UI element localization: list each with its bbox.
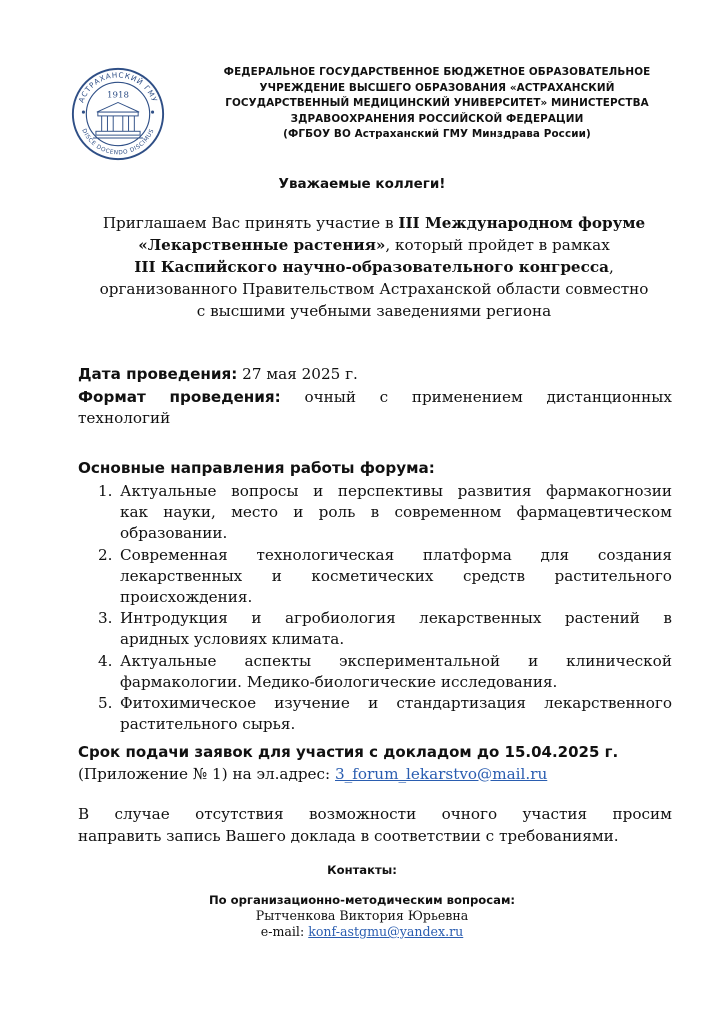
direction-item [98, 608, 672, 650]
contacts-title: Контакты: [327, 863, 397, 877]
letterhead [70, 62, 680, 157]
intro-text: с высшими учебными заведениями региона [196, 302, 552, 320]
direction-line: аридных условиях климата. [120, 630, 345, 649]
direction-word: Актуальные [120, 651, 217, 670]
format-label-word: проведения: [169, 387, 281, 406]
seal-year: 1918 [107, 90, 129, 101]
direction-word: науки, [163, 503, 216, 522]
note-word: случае [114, 805, 170, 823]
remote-participation-note [78, 804, 672, 847]
direction-word: развития [457, 482, 532, 500]
note-word: возможности [309, 805, 417, 823]
org-line: ЗДРАВООХРАНЕНИЯ РОССИЙСКОЙ ФЕДЕРАЦИИ [290, 112, 584, 125]
format-label-word: Формат [78, 387, 146, 406]
direction-line [120, 502, 672, 523]
direction-line [120, 566, 672, 587]
direction-word: и [271, 566, 282, 585]
format-value-word: очный [304, 387, 356, 406]
note-line-2: направить запись Вашего доклада в соответствии с требованиями. [78, 826, 619, 845]
directions-heading [78, 458, 672, 480]
direction-word: клинической [566, 651, 672, 670]
direction-word: лекарственных [120, 566, 243, 585]
direction-word: Актуальные [120, 482, 217, 500]
direction-word: и [368, 694, 379, 713]
direction-number: 2. [98, 545, 113, 564]
org-line: (ФГБОУ ВО Астраханский ГМУ Минздрава России) [283, 128, 591, 141]
intro-paragraph [78, 212, 670, 322]
direction-word: платформа [422, 545, 512, 564]
direction-number: 5. [98, 694, 113, 713]
directions-title: Основные направления работы форума: [78, 459, 435, 477]
direction-word: Современная [120, 545, 228, 564]
direction-word: перспективы [337, 482, 443, 500]
contact-email-label: e-mail: [260, 924, 309, 939]
direction-word: вопросы [231, 482, 299, 500]
direction-line: образовании. [120, 524, 228, 543]
organization-name [182, 65, 692, 143]
congress-name: III Каспийского научно-образовательного конгресса [134, 258, 609, 276]
direction-word: и [528, 651, 539, 670]
direction-item [98, 693, 672, 735]
format-value-word: с [379, 387, 389, 406]
direction-word: и [313, 482, 324, 500]
direction-word: создания [597, 545, 672, 564]
direction-line: фармакологии. Медико-биологические исследования. [120, 672, 558, 691]
direction-word: современном [394, 503, 502, 522]
direction-word: для [540, 545, 570, 564]
direction-line: происхождения. [120, 588, 253, 607]
direction-word: стандартизация [396, 694, 526, 713]
intro-text: Приглашаем Вас принять участие в [102, 214, 399, 232]
direction-word: экспериментальной [339, 651, 501, 670]
directions-list [98, 481, 672, 735]
intro-text: организованного Правительством Астраханской области совместно [99, 280, 649, 298]
note-word: отсутствия [195, 805, 284, 823]
seal-ring-bottom-text: DISCE DOCENDO DISCIMUS [80, 128, 156, 157]
contact-email-link[interactable]: konf-astgmu@yandex.ru [308, 924, 464, 939]
direction-word: технологическая [256, 545, 395, 564]
direction-word: в [370, 503, 380, 522]
direction-word: в [663, 609, 672, 628]
direction-word: косметических [311, 566, 434, 585]
direction-line [120, 481, 672, 502]
direction-word: фармацевтическом [516, 503, 672, 522]
direction-word: аспекты [244, 651, 312, 670]
note-line-1 [78, 804, 672, 826]
direction-item [98, 481, 672, 545]
direction-word: агробиология [284, 609, 396, 628]
note-word: В [78, 805, 90, 823]
note-word: участия [522, 805, 588, 823]
deadline-block [78, 742, 672, 785]
direction-item [98, 545, 672, 609]
greeting-heading: Уважаемые коллеги! [278, 176, 446, 192]
direction-word: роль [318, 503, 356, 522]
seal-ring-top-text: АСТРАХАНСКИЙ ГМУ [76, 70, 160, 104]
direction-item [98, 651, 672, 693]
forum-email-link[interactable]: 3_forum_lekarstvo@mail.ru [335, 764, 548, 783]
forum-title: «Лекарственные растения» [138, 236, 386, 254]
direction-word: средств [462, 566, 525, 585]
direction-line: растительного сырья. [120, 715, 296, 734]
direction-word: Интродукция [120, 609, 228, 628]
intro-text: , который пройдет в рамках [385, 236, 610, 254]
direction-word: и [251, 609, 262, 628]
direction-word: лекарственных [419, 609, 542, 628]
contacts-block [0, 862, 724, 940]
direction-word: лекарственного [544, 694, 672, 713]
direction-number: 3. [98, 609, 113, 628]
direction-word: фармакогнозии [546, 482, 672, 500]
direction-line [120, 608, 672, 629]
date-value: 27 мая 2025 г. [237, 365, 358, 383]
direction-word: как [120, 503, 149, 522]
deadline-title: Срок подачи заявок для участия с докладом до 15.04.2025 г. [78, 743, 619, 761]
format-value-continued: технологий [78, 409, 171, 427]
contacts-subtitle: По организационно-методическим вопросам: [208, 893, 516, 907]
forum-name: III Международном форуме [398, 214, 646, 232]
deadline-text: (Приложение № 1) на эл.адрес: [78, 764, 335, 783]
org-line: ГОСУДАРСТВЕННЫЙ МЕДИЦИНСКИЙ УНИВЕРСИТЕТ» МИНИСТЕРСТВА [225, 97, 649, 110]
direction-line [120, 651, 672, 672]
direction-word: растений [564, 609, 640, 628]
direction-word: изучение [274, 694, 350, 713]
direction-line [120, 693, 672, 714]
direction-word: и [293, 503, 304, 522]
contact-person: Рытченкова Виктория Юрьевна [255, 908, 469, 923]
event-details [78, 364, 672, 430]
org-line: УЧРЕЖДЕНИЕ ВЫСШЕГО ОБРАЗОВАНИЯ «АСТРАХАНСКИЙ [259, 81, 615, 94]
direction-number: 4. [98, 651, 113, 670]
date-label: Дата проведения: [78, 365, 238, 383]
direction-word: место [231, 503, 278, 522]
note-word: очного [441, 805, 498, 823]
direction-word: растительного [554, 566, 672, 585]
direction-line [120, 545, 672, 566]
direction-number: 1. [98, 482, 113, 500]
university-seal-logo [70, 66, 166, 162]
direction-word: Фитохимическое [120, 694, 257, 713]
format-value-word: применением [411, 387, 523, 406]
format-value-word: дистанционных [546, 387, 672, 406]
intro-text: , [608, 258, 614, 276]
note-word: просим [612, 805, 672, 823]
org-line: ФЕДЕРАЛЬНОЕ ГОСУДАРСТВЕННОЕ БЮДЖЕТНОЕ ОБРАЗОВАТЕЛЬНОЕ [223, 66, 651, 78]
